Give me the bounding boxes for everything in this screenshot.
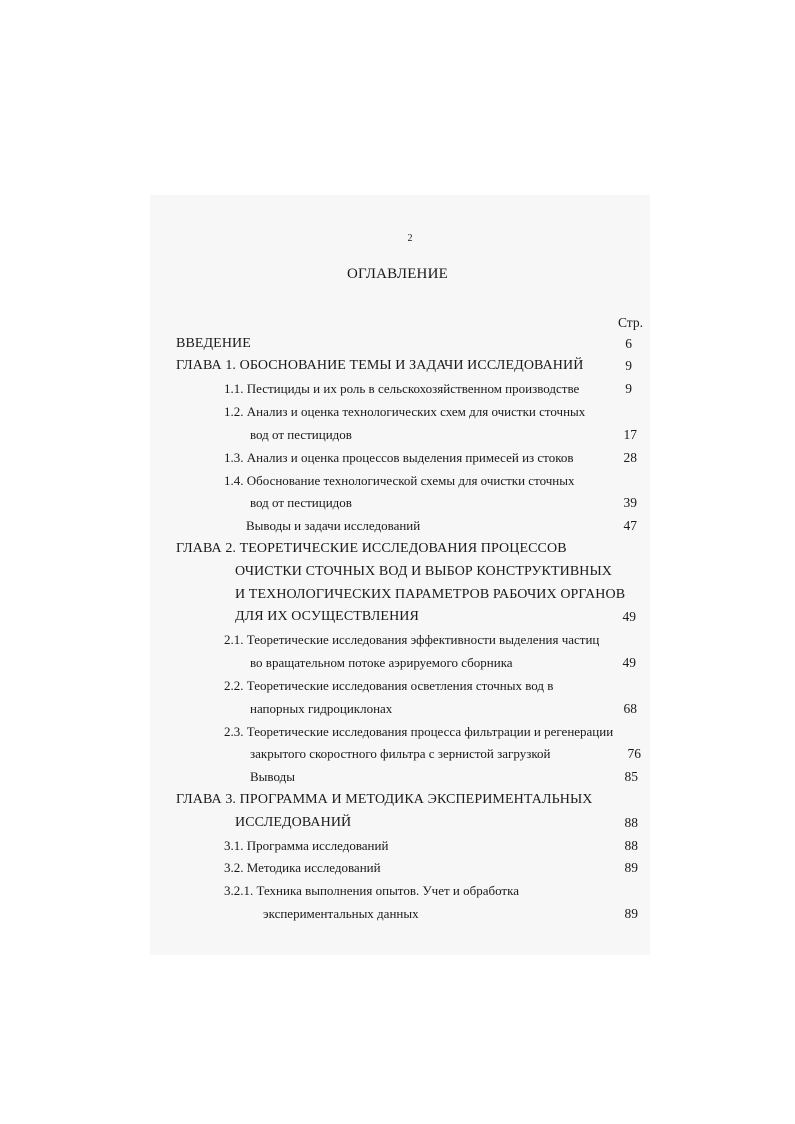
toc-entry-3-2-1-cont: экспериментальных данных <box>263 906 419 921</box>
toc-entry-introduction: ВВЕДЕНИЕ <box>176 336 251 351</box>
toc-entry-2-3-cont: закрытого скоростного фильтра с зернистой загрузкой <box>250 746 551 761</box>
toc-page-introduction: 6 <box>625 336 632 351</box>
toc-entry-chapter-1: ГЛАВА 1. ОБОСНОВАНИЕ ТЕМЫ И ЗАДАЧИ ИССЛЕДОВАНИЙ <box>176 358 584 373</box>
toc-entry-2-2-cont: напорных гидроциклонах <box>250 701 393 716</box>
toc-page-1-1: 9 <box>625 381 632 396</box>
page-title: ОГЛАВЛЕНИЕ <box>347 266 448 282</box>
toc-entry-conclusions-2: Выводы <box>250 769 295 784</box>
toc-page-3-2-1: 89 <box>624 906 638 921</box>
toc-entry-1-2: 1.2. Анализ и оценка технологических схем для очистки сточных <box>224 404 586 419</box>
toc-page-chapter-3: 88 <box>624 815 638 830</box>
toc-page-1-4: 39 <box>623 495 637 510</box>
toc-entry-3-2: 3.2. Методика исследований <box>224 860 381 875</box>
toc-entry-chapter-2-cont-2: И ТЕХНОЛОГИЧЕСКИХ ПАРАМЕТРОВ РАБОЧИХ ОРГАНОВ <box>235 587 626 602</box>
toc-entry-1-1: 1.1. Пестициды и их роль в сельскохозяйственном производстве <box>224 381 580 396</box>
toc-page-conclusions-2: 85 <box>624 769 638 784</box>
toc-entry-chapter-2-cont-3: ДЛЯ ИХ ОСУЩЕСТВЛЕНИЯ <box>235 609 419 624</box>
toc-entry-3-1: 3.1. Программа исследований <box>224 838 389 853</box>
toc-page-3-2: 89 <box>624 860 638 875</box>
toc-entry-chapter-2: ГЛАВА 2. ТЕОРЕТИЧЕСКИЕ ИССЛЕДОВАНИЯ ПРОЦЕССОВ <box>176 541 567 556</box>
toc-entry-chapter-3-cont: ИССЛЕДОВАНИЙ <box>235 815 352 830</box>
toc-entry-conclusions-1: Выводы и задачи исследований <box>246 518 421 533</box>
toc-page-chapter-1: 9 <box>625 358 632 373</box>
page-number: 2 <box>407 233 413 244</box>
pages-column-header: Стр. <box>617 315 643 330</box>
toc-entry-chapter-2-cont-1: ОЧИСТКИ СТОЧНЫХ ВОД И ВЫБОР КОНСТРУКТИВНЫХ <box>235 564 613 579</box>
toc-page-1-2: 17 <box>623 427 637 442</box>
toc-entry-1-3: 1.3. Анализ и оценка процессов выделения примесей из стоков <box>224 450 574 465</box>
toc-page-conclusions-1: 47 <box>623 518 637 533</box>
toc-page-1-3: 28 <box>623 450 637 465</box>
toc-page-2-3: 76 <box>627 746 641 761</box>
toc-entry-1-4: 1.4. Обоснование технологической схемы для очистки сточных <box>224 473 575 488</box>
toc-entry-chapter-3: ГЛАВА 3. ПРОГРАММА И МЕТОДИКА ЭКСПЕРИМЕНТАЛЬНЫХ <box>176 792 593 807</box>
toc-entry-3-2-1: 3.2.1. Техника выполнения опытов. Учет и обработка <box>224 883 520 898</box>
toc-page-3-1: 88 <box>624 838 638 853</box>
toc-entry-2-1: 2.1. Теоретические исследования эффективности выделения частиц <box>224 632 600 647</box>
toc-entry-2-1-cont: во вращательном потоке аэрируемого сборника <box>250 655 513 670</box>
toc-entry-2-2: 2.2. Теоретические исследования осветления сточных вод в <box>224 678 554 693</box>
toc-entry-1-2-cont: вод от пестицидов <box>250 427 352 442</box>
toc-entry-2-3: 2.3. Теоретические исследования процесса фильтрации и регенерации <box>224 724 614 739</box>
toc-page-2-2: 68 <box>623 701 637 716</box>
toc-page-2-1: 49 <box>622 655 636 670</box>
toc-entry-1-4-cont: вод от пестицидов <box>250 495 352 510</box>
toc-page-chapter-2: 49 <box>622 609 636 624</box>
